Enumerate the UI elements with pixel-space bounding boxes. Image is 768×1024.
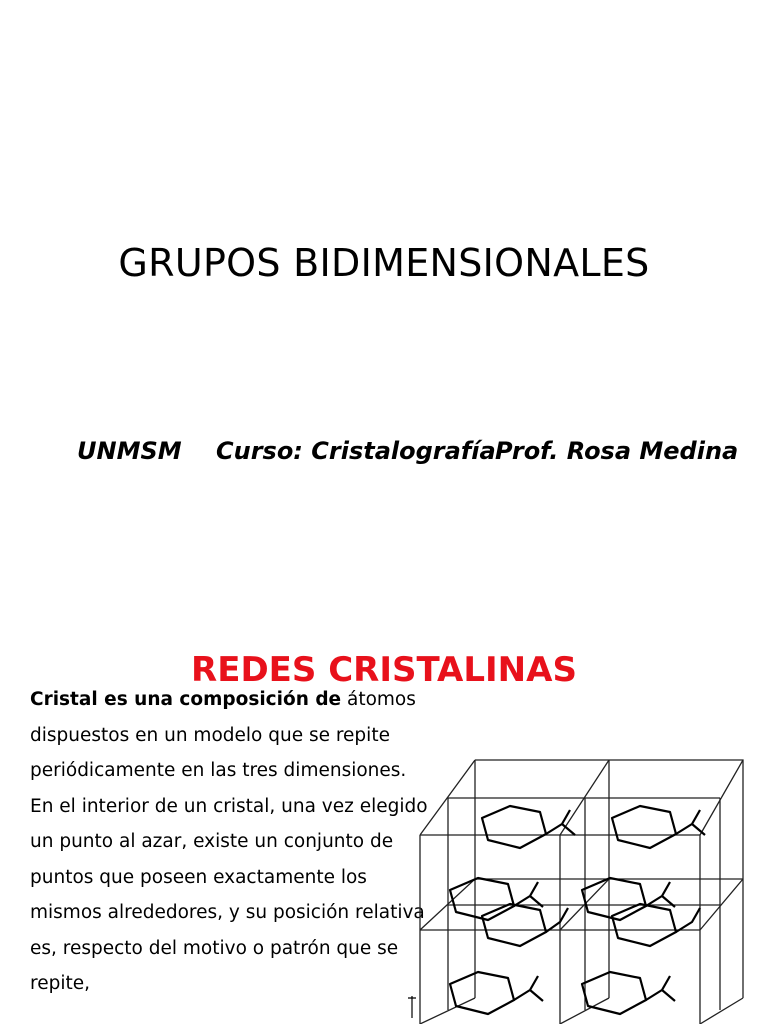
body-text (30, 682, 430, 1002)
course-label: Curso: Cristalografía (216, 437, 496, 465)
slide-subtitle (0, 437, 768, 467)
institution-label: UNMSM (77, 437, 182, 465)
content-slide (0, 512, 768, 1024)
definition-bold: Cristal es una composición de (30, 689, 342, 710)
interior-paragraph: En el interior de un cristal, una vez elegido un punto al azar, existe un conjunto de puntos que poseen exactamente los mismos alrededores, y su posición relativa es, respecto del motivo o patrón que se repite, (30, 795, 428, 994)
definition-rest: átomos dispuestos en un modelo que se repite periódicamente en las tres dimensiones. (30, 689, 416, 781)
section-heading: REDES CRISTALINAS (191, 650, 577, 691)
crystal-lattice-illustration (400, 740, 768, 1024)
professor-label: Prof. Rosa Medina (495, 437, 739, 465)
slide-title: GRUPOS BIDIMENSIONALES (118, 241, 650, 286)
definition-paragraph (30, 682, 430, 789)
